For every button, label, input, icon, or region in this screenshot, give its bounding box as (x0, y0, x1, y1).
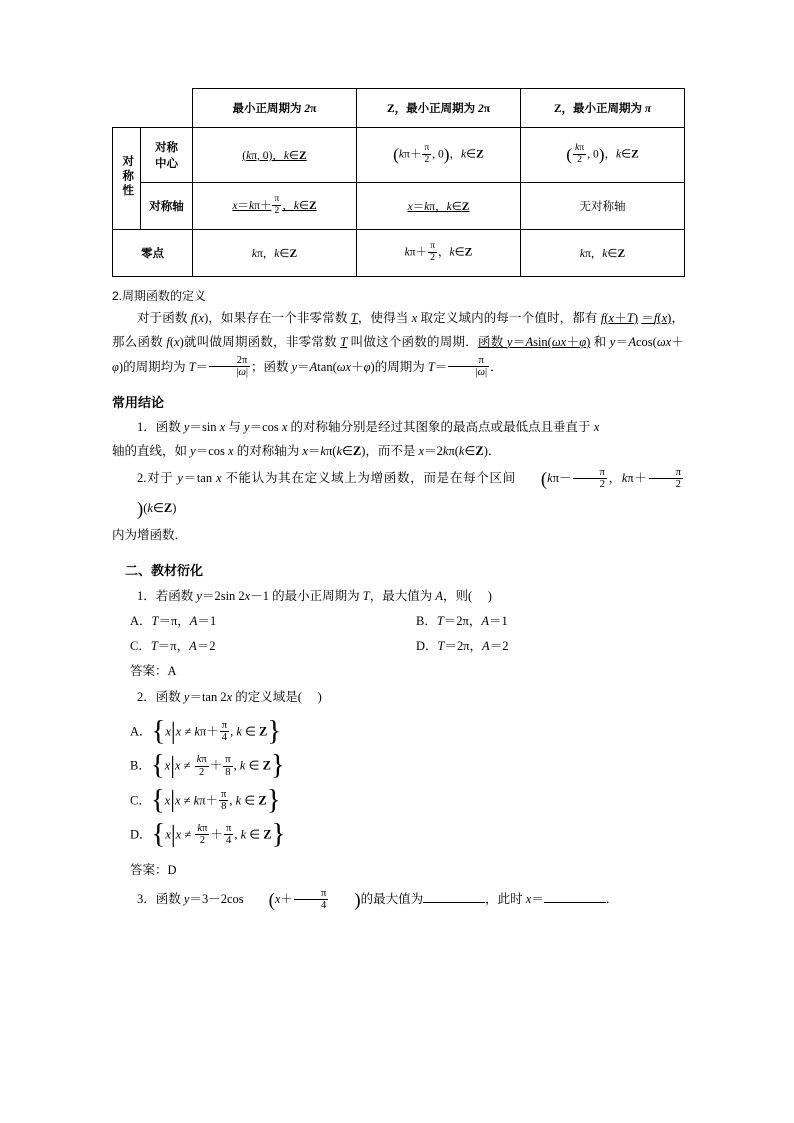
cell-center-3: ( $\frac{k\pi}{2}$ , 0)，k∈Z (521, 128, 685, 183)
common-conclusions-title: 常用结论 (112, 394, 165, 410)
option-B-q1[interactable]: B．T＝2π，A＝1 (416, 613, 508, 628)
option-B-q2[interactable]: B．{x|x ≠ $\frac{k\pi}{2}$ ＋ $\frac{\pi}{8}$ , k ∈ Z} (130, 749, 285, 782)
table-header-3: Z，最小正周期为 π (521, 89, 685, 128)
question-3: 3．函数 y＝3－2cos (x＋ $\frac{\pi}{4}$ )的最大值为 ，此时 x＝ ． (137, 887, 619, 911)
cell-center-1: (kπ, 0)，k∈Z (193, 128, 357, 183)
question-1-options-row-2 (112, 634, 684, 659)
answer-blank-1[interactable] (423, 902, 485, 903)
cell-center-2: (kπ＋ $\frac{\pi}{2}$ , 0)，k∈Z (357, 128, 521, 183)
question-1: 1．若函数 y＝2sin 2x－1 的最小正周期为 T，最大值为 A，则( ) (137, 588, 492, 603)
symmetry-group-label: 对称性 (113, 128, 141, 230)
cell-axis-3: 无对称轴 (521, 183, 685, 230)
row-label-symmetry-center: 对称 中心 (141, 128, 193, 183)
table-header-1: 最小正周期为 2π (193, 89, 357, 128)
table-row-symmetry-center (113, 128, 685, 183)
section-two-title: 二、教材衍化 (125, 562, 204, 578)
trig-properties-table (112, 88, 685, 277)
question-1-answer: 答案：A (130, 663, 177, 678)
common-item-2-line2: 内为增函数． (112, 528, 188, 543)
table-header-2: Z，最小正周期为 2π (357, 89, 521, 128)
section2-title: 2.周期函数的定义 (112, 289, 207, 303)
common-item-2: 2.对于 y＝tan x 不能认为其在定义域上为增函数，而是在每个区间 (kπ－ $\frac{\pi}{2}$ ，kπ＋ $\frac{\pi}{2}$ )(k∈Z) (137, 466, 681, 520)
cell-zero-2: kπ＋ $\frac{\pi}{2}$ ，k∈Z (357, 230, 521, 277)
table-row-symmetry-axis (113, 183, 685, 230)
row-label-symmetry-axis: 对称轴 (141, 183, 193, 230)
table-row-zeros (113, 230, 685, 277)
cell-axis-2: x＝kπ，k∈Z (357, 183, 521, 230)
answer-blank-2[interactable] (544, 902, 606, 903)
question-1-options-row-1 (112, 609, 684, 634)
common-item-1-line2: 轴的直线，如 y＝cos x 的对称轴为 x＝kπ(k∈Z)，而不是 x＝2kπ(k∈Z)． (112, 443, 501, 458)
option-D-q1[interactable]: D．T＝2π，A＝2 (416, 638, 509, 653)
question-2-answer: 答案：D (130, 863, 177, 878)
table-corner-cell (113, 89, 193, 128)
cell-zero-3: kπ，k∈Z (521, 230, 685, 277)
cell-zero-1: kπ，k∈Z (193, 230, 357, 277)
question-2: 2．函数 y＝tan 2x 的定义域是( ) (137, 689, 322, 704)
option-D-q2[interactable]: D．{x|x ≠ $\frac{k\pi}{2}$ ＋ $\frac{\pi}{4}$ , k ∈ Z} (130, 817, 286, 850)
section2-paragraph: 对于函数 f(x)，如果存在一个非零常数 T，使得当 x 取定义域内的每一个值时，都有 f(x＋T) ＝f(x)，那么函数 f(x)就叫做周期函数，非零常数 T 叫做这个函数的周期．函数 y＝Asin(ωx＋φ) 和 y＝Acos(ωx＋φ)的周期均为 T＝ $\frac{2\pi}{|\omega|}$ ；函数 y＝Atan(ωx＋φ)的周期为 T＝ $\frac{\pi}{|\omega|}$ ． (112, 311, 684, 379)
option-A-q1[interactable]: A．T＝π，A＝1 (130, 613, 217, 628)
row-label-zeros: 零点 (113, 230, 193, 277)
option-C-q2[interactable]: C．{x|x ≠ kπ＋ $\frac{\pi}{8}$ , k ∈ Z} (130, 783, 281, 816)
option-A-q2[interactable]: A．{x|x ≠ kπ＋ $\frac{\pi}{4}$ , k ∈ Z} (130, 715, 282, 748)
cell-axis-1: x＝kπ＋ $\frac{\pi}{2}$ ，k∈Z (193, 183, 357, 230)
table-header-row (113, 89, 685, 128)
common-item-1: 1．函数 y＝sin x 与 y＝cos x 的对称轴分别是经过其图象的最高点或最低点且垂直于 x (137, 419, 600, 434)
option-C-q1[interactable]: C．T＝π，A＝2 (130, 638, 216, 653)
page-content (112, 88, 684, 916)
